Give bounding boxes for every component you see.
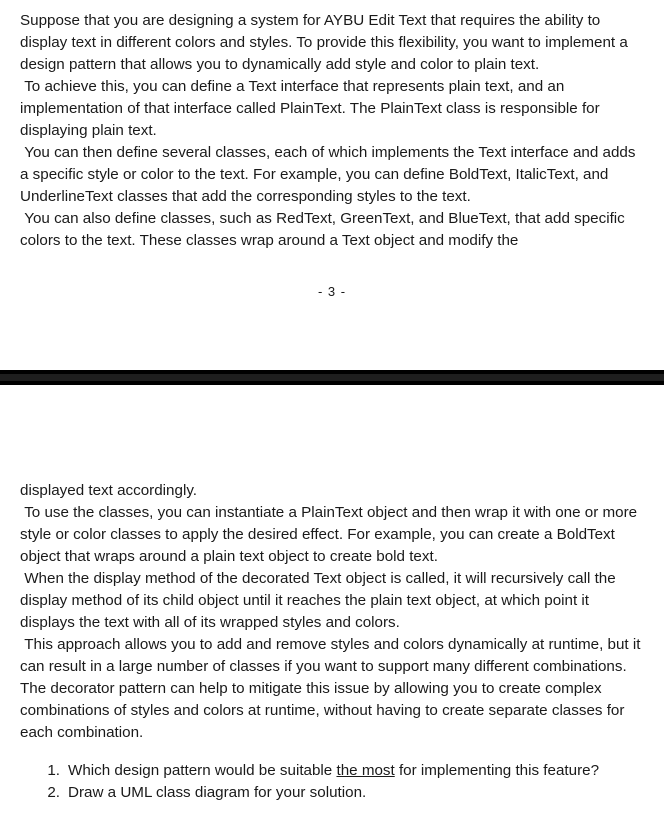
page-break-divider (0, 370, 664, 385)
question-text-after: for implementing this feature? (394, 762, 600, 779)
paragraph-color-classes: You can also define classes, such as RedText, GreenText, and BlueText, that add specific colors to the text. These classes wrap around a Text object and modify the (20, 210, 625, 249)
question-number: 2. (47, 784, 60, 801)
question-number: 1. (47, 762, 60, 779)
question-text (68, 760, 599, 782)
question-item (20, 760, 644, 782)
paragraph-decorator: This approach allows you to add and remove styles and colors dynamically at runtime, but it can result in a large number of classes if you want to support many different combinations. The decorator pattern can help to mitigate this issue by allowing you to create complex combinations of styles and colors at runtime, without having to create separate classes for each combination. (20, 636, 641, 741)
paragraph-usage: To use the classes, you can instantiate a PlainText object and then wrap it with one or more style or color classes to apply the desired effect. For example, you can create a BoldText object that wraps around a plain text object to create bold text. (20, 504, 638, 565)
paragraph-text-interface: To achieve this, you can define a Text interface that represents plain text, and an implementation of that interface called PlainText. The PlainText class is responsible for displaying plain text. (20, 78, 600, 139)
paragraph-continued: displayed text accordingly. (20, 482, 197, 499)
paragraph-intro: Suppose that you are designing a system for AYBU Edit Text that requires the ability to display text in different colors and styles. To provide this flexibility, you want to implement a design pattern that allows you to dynamically add style and color to plain text. (20, 12, 628, 73)
question-item (20, 782, 644, 804)
page-number: - 3 - (317, 284, 347, 299)
question-list (20, 760, 644, 804)
question-text-before: Which design pattern would be suitable (68, 762, 337, 779)
page-bottom-text (20, 480, 644, 744)
paragraph-style-classes: You can then define several classes, each of which implements the Text interface and adds a specific style or color to the text. For example, you can define BoldText, ItalicText, and UnderlineText classes that add the corresponding styles to the text. (20, 144, 636, 205)
page-top-text (20, 10, 644, 252)
paragraph-recursion: When the display method of the decorated Text object is called, it will recursively call the display method of its child object until it reaches the plain text object, at which point it displays the text with all of its wrapped styles and colors. (20, 570, 616, 631)
question-text: Draw a UML class diagram for your solution. (68, 784, 367, 801)
document-page-top (0, 0, 664, 370)
question-text-underlined: the most (336, 762, 395, 779)
